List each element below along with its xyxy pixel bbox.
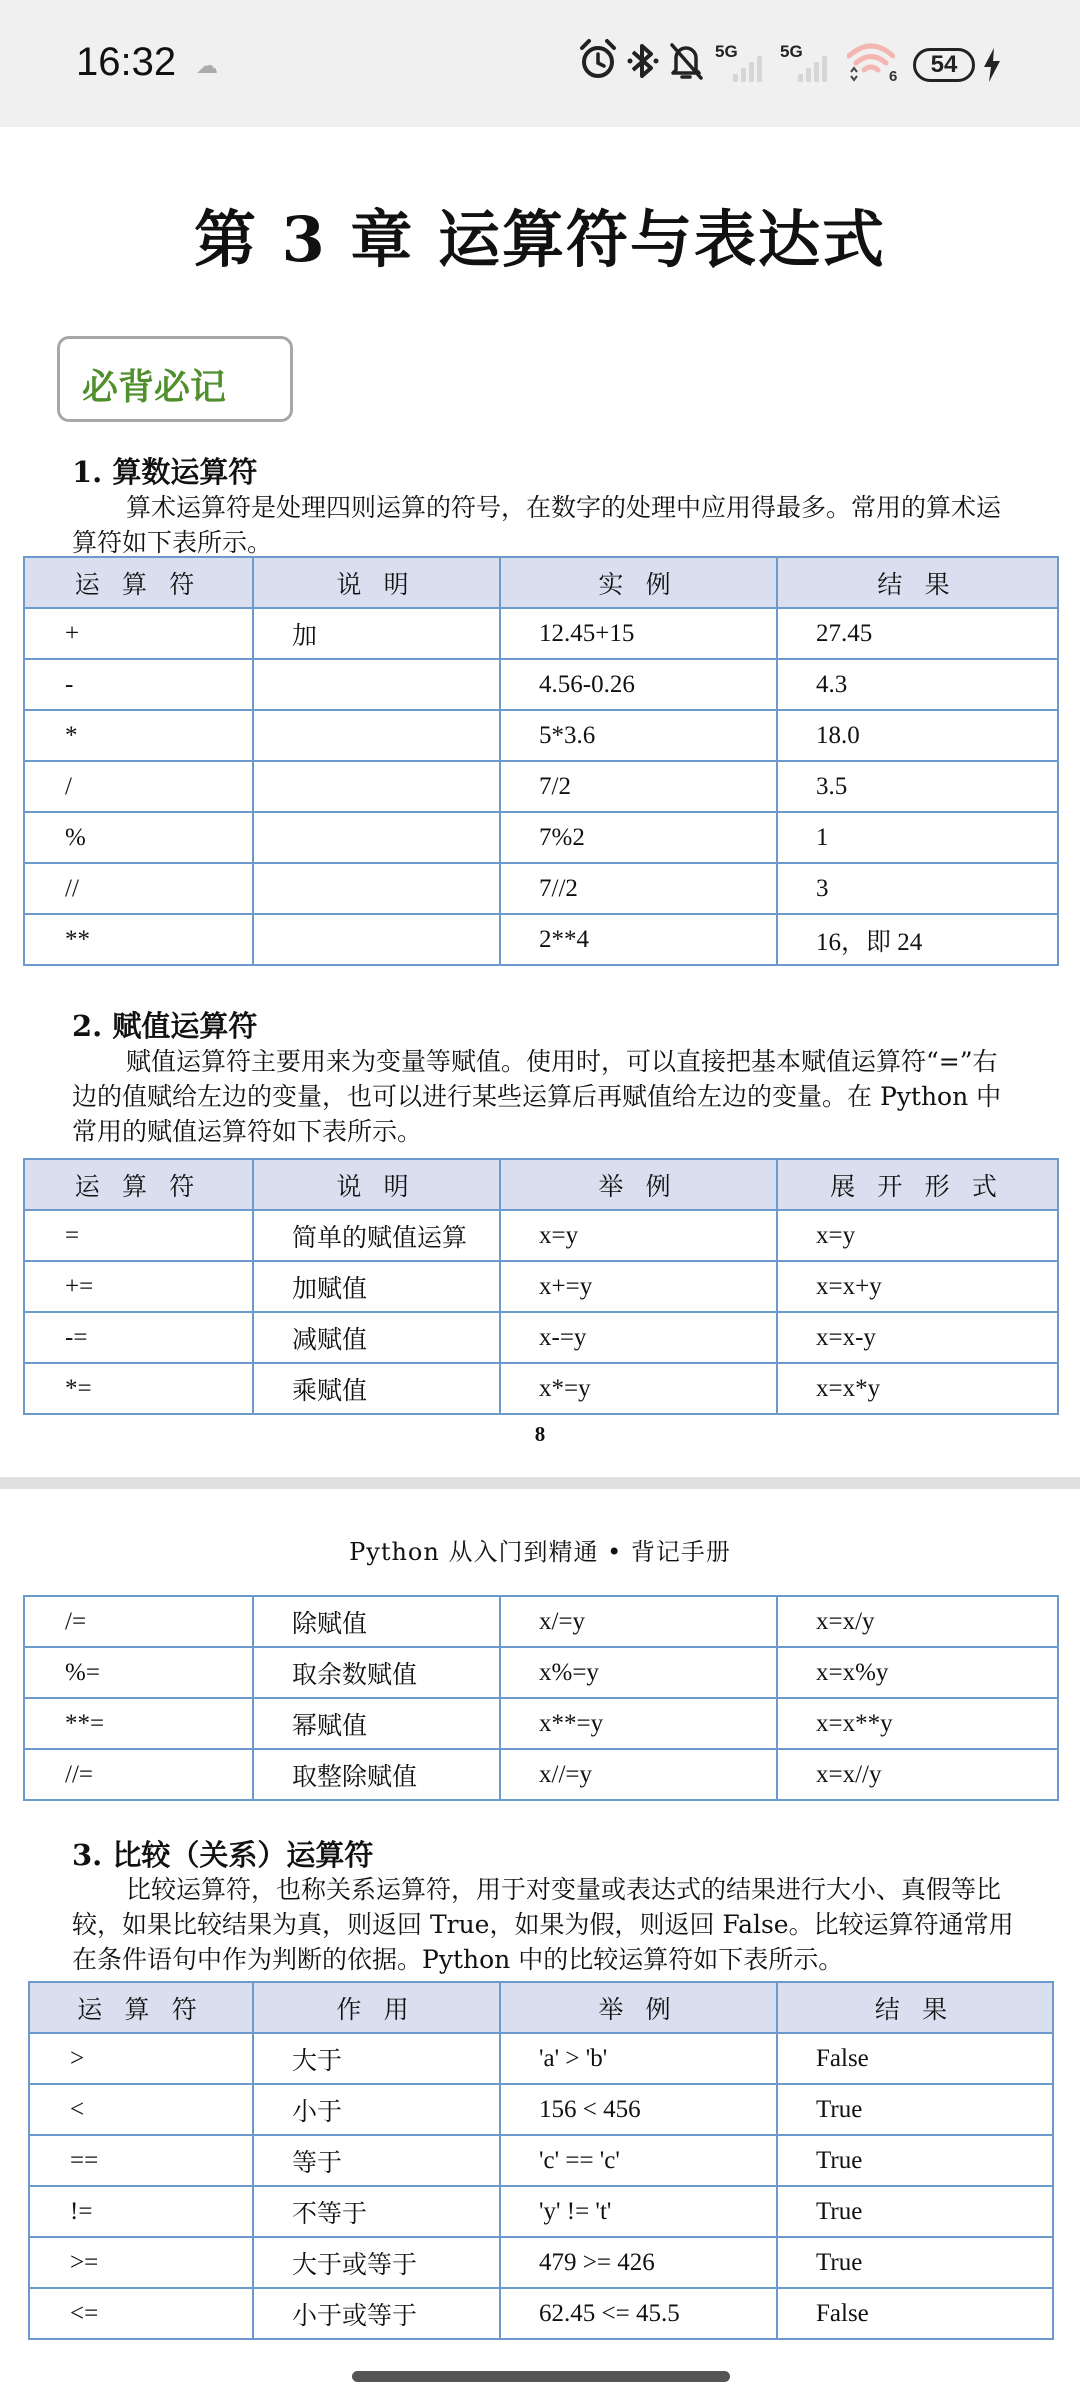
result-cell: True xyxy=(777,2084,1053,2135)
column-header: 举 例 xyxy=(500,1982,777,2033)
operator-cell: / xyxy=(24,761,253,812)
expansion-cell: x=y xyxy=(777,1210,1058,1261)
operator-cell: = xyxy=(24,1210,253,1261)
assignment-operators-table xyxy=(23,1158,1059,1415)
result-cell: 27.45 xyxy=(777,608,1058,659)
section-heading-assignment: 2. 赋值运算符 xyxy=(72,1009,258,1043)
table-row xyxy=(24,1596,1058,1647)
operator-cell: == xyxy=(29,2135,253,2186)
operator-cell: **= xyxy=(24,1698,253,1749)
home-indicator[interactable] xyxy=(352,2371,730,2382)
memorize-badge xyxy=(57,336,293,422)
description-cell xyxy=(253,710,500,761)
table-row xyxy=(29,2237,1053,2288)
result-cell: True xyxy=(777,2237,1053,2288)
page-number: 8 xyxy=(534,1422,546,1446)
table-row xyxy=(29,2084,1053,2135)
example-cell: x/=y xyxy=(500,1596,777,1647)
example-cell: 'y' != 't' xyxy=(500,2186,777,2237)
example-cell: 2**4 xyxy=(500,914,777,965)
network-type-label: 5G xyxy=(715,42,738,61)
table-row xyxy=(24,1312,1058,1363)
column-header: 运 算 符 xyxy=(24,557,253,608)
expansion-cell: x=x%y xyxy=(777,1647,1058,1698)
result-cell: 4.3 xyxy=(777,659,1058,710)
result-cell: False xyxy=(777,2033,1053,2084)
column-header: 说 明 xyxy=(253,1159,500,1210)
description-cell: 不等于 xyxy=(253,2186,500,2237)
table-header-row xyxy=(24,1159,1058,1210)
section-heading-arithmetic: 1. 算数运算符 xyxy=(72,455,258,489)
description-cell: 加 xyxy=(253,608,500,659)
operator-cell: // xyxy=(24,863,253,914)
example-cell: x**=y xyxy=(500,1698,777,1749)
example-cell: 7//2 xyxy=(500,863,777,914)
description-cell: 加赋值 xyxy=(253,1261,500,1312)
example-cell: 479 >= 426 xyxy=(500,2237,777,2288)
operator-cell: %= xyxy=(24,1647,253,1698)
cloud-icon: ☁ xyxy=(196,54,218,79)
example-cell: x//=y xyxy=(500,1749,777,1800)
table-row xyxy=(29,2135,1053,2186)
column-header: 举 例 xyxy=(500,1159,777,1210)
running-head: Python 从入门到精通 • 背记手册 xyxy=(349,1538,731,1566)
expansion-cell: x=x//y xyxy=(777,1749,1058,1800)
operator-cell: < xyxy=(29,2084,253,2135)
wifi-icon xyxy=(847,42,895,82)
description-cell: 小于 xyxy=(253,2084,500,2135)
description-cell: 大于或等于 xyxy=(253,2237,500,2288)
operator-cell: - xyxy=(24,659,253,710)
status-bar xyxy=(0,0,1080,127)
page-divider xyxy=(0,1477,1080,1489)
table-row xyxy=(24,1749,1058,1800)
example-cell: 'a' > 'b' xyxy=(500,2033,777,2084)
table-row xyxy=(24,863,1058,914)
expansion-cell: x=x*y xyxy=(777,1363,1058,1414)
assignment-operators-table-continued xyxy=(23,1595,1059,1801)
description-cell: 取余数赋值 xyxy=(253,1647,500,1698)
bluetooth-icon xyxy=(625,40,661,82)
description-cell xyxy=(253,812,500,863)
section-paragraph-arithmetic: 算术运算符是处理四则运算的符号，在数字的处理中应用得最多。常用的算术运算符如下表所示。 xyxy=(72,493,1002,557)
description-cell xyxy=(253,863,500,914)
example-cell: 156 < 456 xyxy=(500,2084,777,2135)
operator-cell: + xyxy=(24,608,253,659)
operator-cell: -= xyxy=(24,1312,253,1363)
charging-icon xyxy=(981,46,1003,84)
expansion-cell: x=x-y xyxy=(777,1312,1058,1363)
example-cell: 'c' == 'c' xyxy=(500,2135,777,2186)
table-row xyxy=(24,761,1058,812)
result-cell: 16，即 24 xyxy=(777,914,1058,965)
column-header: 作 用 xyxy=(253,1982,500,2033)
operator-cell: % xyxy=(24,812,253,863)
battery-level: 54 xyxy=(930,51,958,78)
result-cell: 1 xyxy=(777,812,1058,863)
result-cell: 3.5 xyxy=(777,761,1058,812)
arithmetic-operators-table xyxy=(23,556,1059,966)
table-header-row xyxy=(24,557,1058,608)
expansion-cell: x=x+y xyxy=(777,1261,1058,1312)
section-heading-comparison: 3. 比较（关系）运算符 xyxy=(72,1838,374,1872)
column-header: 展 开 形 式 xyxy=(777,1159,1058,1210)
column-header: 实 例 xyxy=(500,557,777,608)
table-row xyxy=(24,659,1058,710)
column-header: 运 算 符 xyxy=(24,1159,253,1210)
description-cell xyxy=(253,761,500,812)
table-row xyxy=(24,710,1058,761)
operator-cell: *= xyxy=(24,1363,253,1414)
table-row xyxy=(29,2186,1053,2237)
table-row xyxy=(24,1363,1058,1414)
example-cell: x+=y xyxy=(500,1261,777,1312)
operator-cell: != xyxy=(29,2186,253,2237)
signal-icon xyxy=(733,52,767,82)
expansion-cell: x=x/y xyxy=(777,1596,1058,1647)
description-cell: 简单的赋值运算 xyxy=(253,1210,500,1261)
table-row xyxy=(24,1210,1058,1261)
table-row xyxy=(24,914,1058,965)
result-cell: False xyxy=(777,2288,1053,2339)
operator-cell: //= xyxy=(24,1749,253,1800)
result-cell: 3 xyxy=(777,863,1058,914)
section-paragraph-comparison: 比较运算符，也称关系运算符，用于对变量或表达式的结果进行大小、真假等比较，如果比较结果为真，则返回 True，如果为假，则返回 False。比较运算符通常用在条件语句中作为判断的依据。Python 中的比较运算符如下表所示。 xyxy=(72,1875,1014,1974)
example-cell: 12.45+15 xyxy=(500,608,777,659)
operator-cell: /= xyxy=(24,1596,253,1647)
operator-cell: <= xyxy=(29,2288,253,2339)
description-cell: 幂赋值 xyxy=(253,1698,500,1749)
description-cell xyxy=(253,914,500,965)
table-header-row xyxy=(29,1982,1053,2033)
operator-cell: >= xyxy=(29,2237,253,2288)
table-row xyxy=(24,1647,1058,1698)
example-cell: x%=y xyxy=(500,1647,777,1698)
example-cell: x=y xyxy=(500,1210,777,1261)
result-cell: True xyxy=(777,2135,1053,2186)
description-cell: 除赋值 xyxy=(253,1596,500,1647)
status-time: 16:32 xyxy=(76,40,177,84)
comparison-operators-table xyxy=(28,1981,1054,2340)
operator-cell: += xyxy=(24,1261,253,1312)
chapter-title: 第 3 章 运算符与表达式 xyxy=(194,203,886,276)
column-header: 结 果 xyxy=(777,557,1058,608)
badge-label: 必背必记 xyxy=(82,366,227,408)
column-header: 结 果 xyxy=(777,1982,1053,2033)
operator-cell: ** xyxy=(24,914,253,965)
description-cell: 小于或等于 xyxy=(253,2288,500,2339)
mute-icon xyxy=(667,40,705,82)
example-cell: 7/2 xyxy=(500,761,777,812)
description-cell: 取整除赋值 xyxy=(253,1749,500,1800)
description-cell: 等于 xyxy=(253,2135,500,2186)
result-cell: 18.0 xyxy=(777,710,1058,761)
signal-icon xyxy=(798,52,832,82)
example-cell: x*=y xyxy=(500,1363,777,1414)
operator-cell: > xyxy=(29,2033,253,2084)
description-cell xyxy=(253,659,500,710)
status-icons xyxy=(575,38,1015,88)
wifi-detail: 6 xyxy=(889,68,898,85)
example-cell: 7%2 xyxy=(500,812,777,863)
description-cell: 大于 xyxy=(253,2033,500,2084)
example-cell: x-=y xyxy=(500,1312,777,1363)
operator-cell: * xyxy=(24,710,253,761)
description-cell: 乘赋值 xyxy=(253,1363,500,1414)
table-row xyxy=(24,812,1058,863)
result-cell: True xyxy=(777,2186,1053,2237)
example-cell: 62.45 <= 45.5 xyxy=(500,2288,777,2339)
table-row xyxy=(24,1698,1058,1749)
alarm-icon xyxy=(579,38,617,82)
network-type-label: 5G xyxy=(780,42,803,61)
table-row xyxy=(24,1261,1058,1312)
battery-icon xyxy=(913,48,975,82)
table-row xyxy=(29,2288,1053,2339)
example-cell: 4.56-0.26 xyxy=(500,659,777,710)
example-cell: 5*3.6 xyxy=(500,710,777,761)
description-cell: 减赋值 xyxy=(253,1312,500,1363)
section-paragraph-assignment: 赋值运算符主要用来为变量等赋值。使用时，可以直接把基本赋值运算符“=”右边的值赋给左边的变量，也可以进行某些运算后再赋值给左边的变量。在 Python 中常用的赋值运算符如下表所示。 xyxy=(72,1047,1002,1146)
column-header: 说 明 xyxy=(253,557,500,608)
expansion-cell: x=x**y xyxy=(777,1698,1058,1749)
table-row xyxy=(29,2033,1053,2084)
table-row xyxy=(24,608,1058,659)
column-header: 运 算 符 xyxy=(29,1982,253,2033)
